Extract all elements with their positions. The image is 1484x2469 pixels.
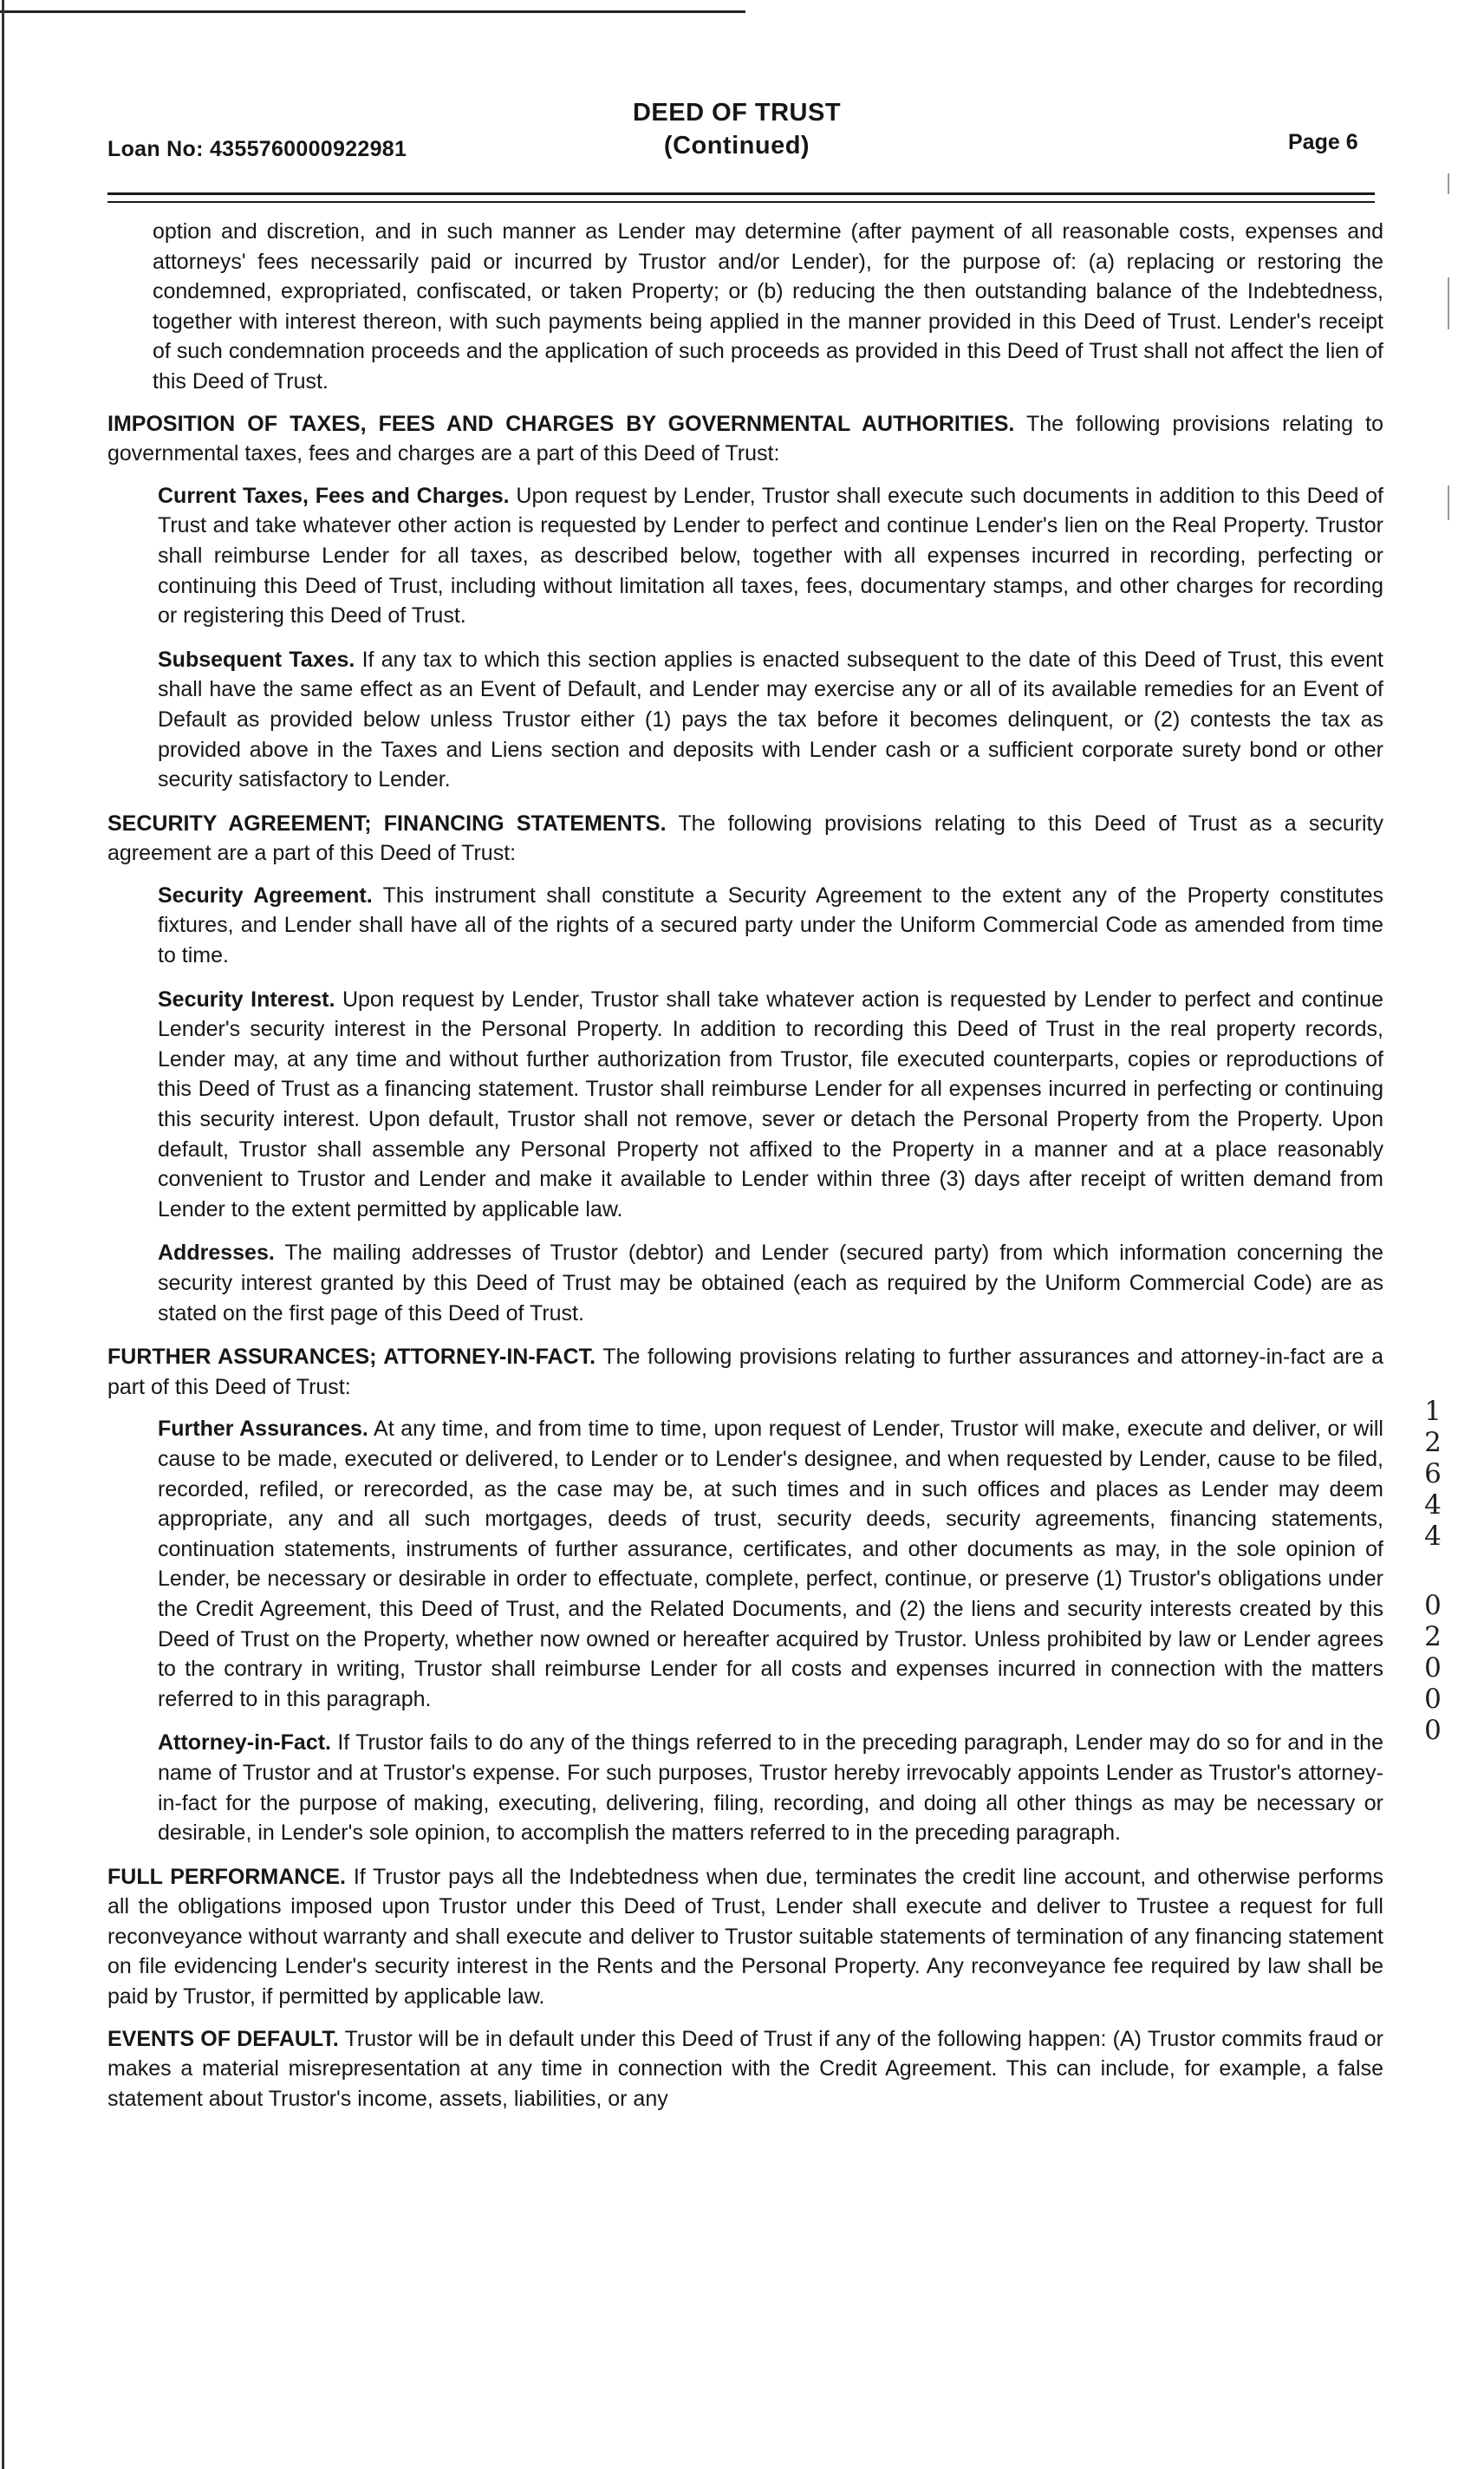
subsection-heading: Addresses. — [158, 1241, 275, 1266]
section-imposition-of-taxes: IMPOSITION OF TAXES, FEES AND CHARGES BY GOVERNMENTAL AUTHORITIES. The following provisions relating to governmental taxes, fees and charges are a part of this Deed of Trust: — [107, 411, 1383, 466]
stamp-digit: 2 — [1424, 1621, 1442, 1652]
stamp-gap — [1418, 1552, 1448, 1590]
stamp-digit: 4 — [1424, 1521, 1442, 1552]
document-title: DEED OF TRUST — [632, 99, 842, 127]
stamp-digit: 0 — [1424, 1684, 1442, 1715]
scan-mark — [1448, 485, 1449, 520]
section-full-performance: FULL PERFORMANCE. If Trustor pays all the Indebtedness when due, terminates the credit line account, and otherwise performs all the obligations imposed upon Trustor under this Deed of Trust, Lender shall execute and deliver to Trustee a request for full reconveyance without warranty and shall execute and deliver to Trustor suitable statements of termination of any financing statement on file evidencing Lender's security interest in the Rents and the Personal Property. Any reconveyance fee required by law shall be paid by Trustor, if permitted by applicable law. — [107, 1864, 1383, 2010]
stamp-digit: 1 — [1424, 1396, 1442, 1427]
subsection-security-interest: Security Interest. Upon request by Lender, Trustor shall take whatever action is requested by Lender to perfect and continue Lender's security interest in the Personal Property. In addition to recording this Deed of Trust in the real property records, Lender may, at any time and without further authorization from Trustor, file executed counterparts, copies or reproductions of this Deed of Trust as a financing statement. Trustor shall reimburse Lender for all expenses incurred in perfecting or continuing this security interest. Upon default, Trustor shall not remove, sever or detach the Personal Property from the Property. Upon default, Trustor shall assemble any Personal Property not affixed to the Property in a manner and at a place reasonably convenient to Trustor and Lender and make it available to Lender within three (3) days after receipt of written demand from Lender to the extent permitted by applicable law. — [158, 987, 1383, 1221]
document-subtitle: (Continued) — [663, 132, 810, 160]
stamp-digit: 0 — [1424, 1715, 1442, 1746]
stamp-digit: 6 — [1424, 1458, 1442, 1489]
section-heading: SECURITY AGREEMENT; FINANCING STATEMENTS. — [107, 811, 667, 836]
loan-number: Loan No: 4355760000922981 — [107, 137, 407, 161]
section-further-assurances: FURTHER ASSURANCES; ATTORNEY-IN-FACT. The following provisions relating to further assurances and attorney-in-fact are a part of this Deed of Trust: — [107, 1345, 1383, 1399]
subsection-heading: Attorney-in-Fact. — [158, 1730, 331, 1756]
paragraph: option and discretion, and in such manner as Lender may determine (after payment of all reasonable costs, expenses and attorneys' fees necessarily paid or incurred by Trustor and/or Lender), for the purpose of: (a) replacing or restoring the condemned, expropriated, confiscated, or taken Property; or (b) reducing the then outstanding balance of the Indebtedness, together with interest thereon, with such payments being applied in the manner provided in this Deed of Trust. Lender's receipt of such condemnation proceeds and the application of such proceeds as provided in this Deed of Trust shall not affect the lien of this Deed of Trust. — [153, 219, 1383, 394]
section-heading: IMPOSITION OF TAXES, FEES AND CHARGES BY GOVERNMENTAL AUTHORITIES. — [107, 411, 1015, 436]
section-heading: EVENTS OF DEFAULT. — [107, 2026, 339, 2051]
scan-mark — [1448, 277, 1449, 329]
subsection-subsequent-taxes: Subsequent Taxes. If any tax to which this section applies is enacted subsequent to the date of this Deed of Trust, this event shall have the same effect as an Event of Default, and Lender may exercise any or all of its available remedies for an Event of Default as provided below unless Trustor either (1) pays the tax before it becomes delinquent, or (2) contests the tax as provided above in the Taxes and Liens section and deposits with Lender cash or a sufficient corporate surety bond or other security satisfactory to Lender. — [158, 647, 1383, 792]
subsection-heading: Subsequent Taxes. — [158, 647, 355, 672]
subsection-current-taxes: Current Taxes, Fees and Charges. Upon request by Lender, Trustor shall execute such documents in addition to this Deed of Trust and take whatever other action is requested by Lender to perfect and continue Lender's lien on the Real Property. Trustor shall reimburse Lender for all taxes, as described below, together with all expenses incurred in recording, perfecting or continuing this Deed of Trust, including without limitation all taxes, fees, documentary stamps, and other charges for recording or registering this Deed of Trust. — [158, 483, 1383, 629]
section-security-agreement: SECURITY AGREEMENT; FINANCING STATEMENTS. The following provisions relating to this Deed of Trust as a security agreement are a part of this Deed of Trust: — [107, 811, 1383, 866]
section-heading: FURTHER ASSURANCES; ATTORNEY-IN-FACT. — [107, 1345, 596, 1370]
scan-edge-line — [2, 0, 4, 2469]
subsection-addresses: Addresses. The mailing addresses of Trustor (debtor) and Lender (secured party) from which information concerning the security interest granted by this Deed of Trust may be obtained (each as required by the Uniform Commercial Code) are as stated on the first page of this Deed of Trust. — [158, 1241, 1383, 1326]
subsection-heading: Further Assurances. — [158, 1417, 368, 1442]
section-heading: FULL PERFORMANCE. — [107, 1864, 346, 1889]
stamp-digit: 0 — [1424, 1652, 1442, 1684]
subsection-heading: Security Interest. — [158, 987, 335, 1012]
section-events-of-default: EVENTS OF DEFAULT. Trustor will be in default under this Deed of Trust if any of the following happen: (A) Trustor commits fraud or makes a material misrepresentation at any time in connection with the Credit Agreement. This can include, for example, a false statement about Trustor's income, assets, liabilities, or any — [107, 2026, 1383, 2111]
stamp-digit: 0 — [1424, 1590, 1442, 1621]
subsection-heading: Security Agreement. — [158, 883, 373, 908]
subsection-heading: Current Taxes, Fees and Charges. — [158, 483, 510, 508]
header-rule — [107, 201, 1375, 203]
document-body — [107, 217, 1383, 2126]
header-rule — [107, 192, 1375, 195]
stamp-digit: 2 — [1424, 1427, 1442, 1458]
scan-edge-line — [0, 10, 745, 13]
subsection-attorney-in-fact: Attorney-in-Fact. If Trustor fails to do any of the things referred to in the preceding paragraph, Lender may do so for and in the name of Trustor and at Trustor's expense. For such purposes, Trustor hereby irrevocably appoints Lender as Trustor's attorney-in-fact for the purpose of making, executing, delivering, filing, recording, and doing all other things as may be necessary or desirable, in Lender's sole opinion, to accomplish the matters referred to in the preceding paragraph. — [158, 1730, 1383, 1846]
scan-mark — [1448, 173, 1449, 194]
subsection-further-assurances: Further Assurances. At any time, and from time to time, upon request of Lender, Trustor will make, execute and deliver, or will cause to be made, executed or delivered, to Lender or to Lender's designee, and when requested by Lender, cause to be filed, recorded, refiled, or rerecorded, as the case may be, at such times and in such offices and places as Lender may deem appropriate, any and all such mortgages, deeds of trust, security deeds, security agreements, financing statements, continuation statements, instruments of further assurance, certificates, and other documents as may, in the sole opinion of Lender, be necessary or desirable in order to effectuate, complete, perfect, continue, or preserve (1) Trustor's obligations under the Credit Agreement, this Deed of Trust, and the Related Documents, and (2) the liens and security interests created by this Deed of Trust on the Property, whether now owned or hereafter acquired by Trustor. Unless prohibited by law or Lender agrees to the contrary in writing, Trustor shall reimburse Lender for all costs and expenses incurred in connection with the matters referred to in this paragraph. — [158, 1417, 1383, 1711]
recording-number-stamp — [1418, 1396, 1448, 1746]
stamp-digit: 4 — [1424, 1489, 1442, 1521]
page-number: Page 6 — [1288, 130, 1358, 154]
subsection-security-agreement: Security Agreement. This instrument shall constitute a Security Agreement to the extent any of the Property constitutes fixtures, and Lender shall have all of the rights of a secured party under the Uniform Commercial Code as amended from time to time. — [158, 883, 1383, 968]
